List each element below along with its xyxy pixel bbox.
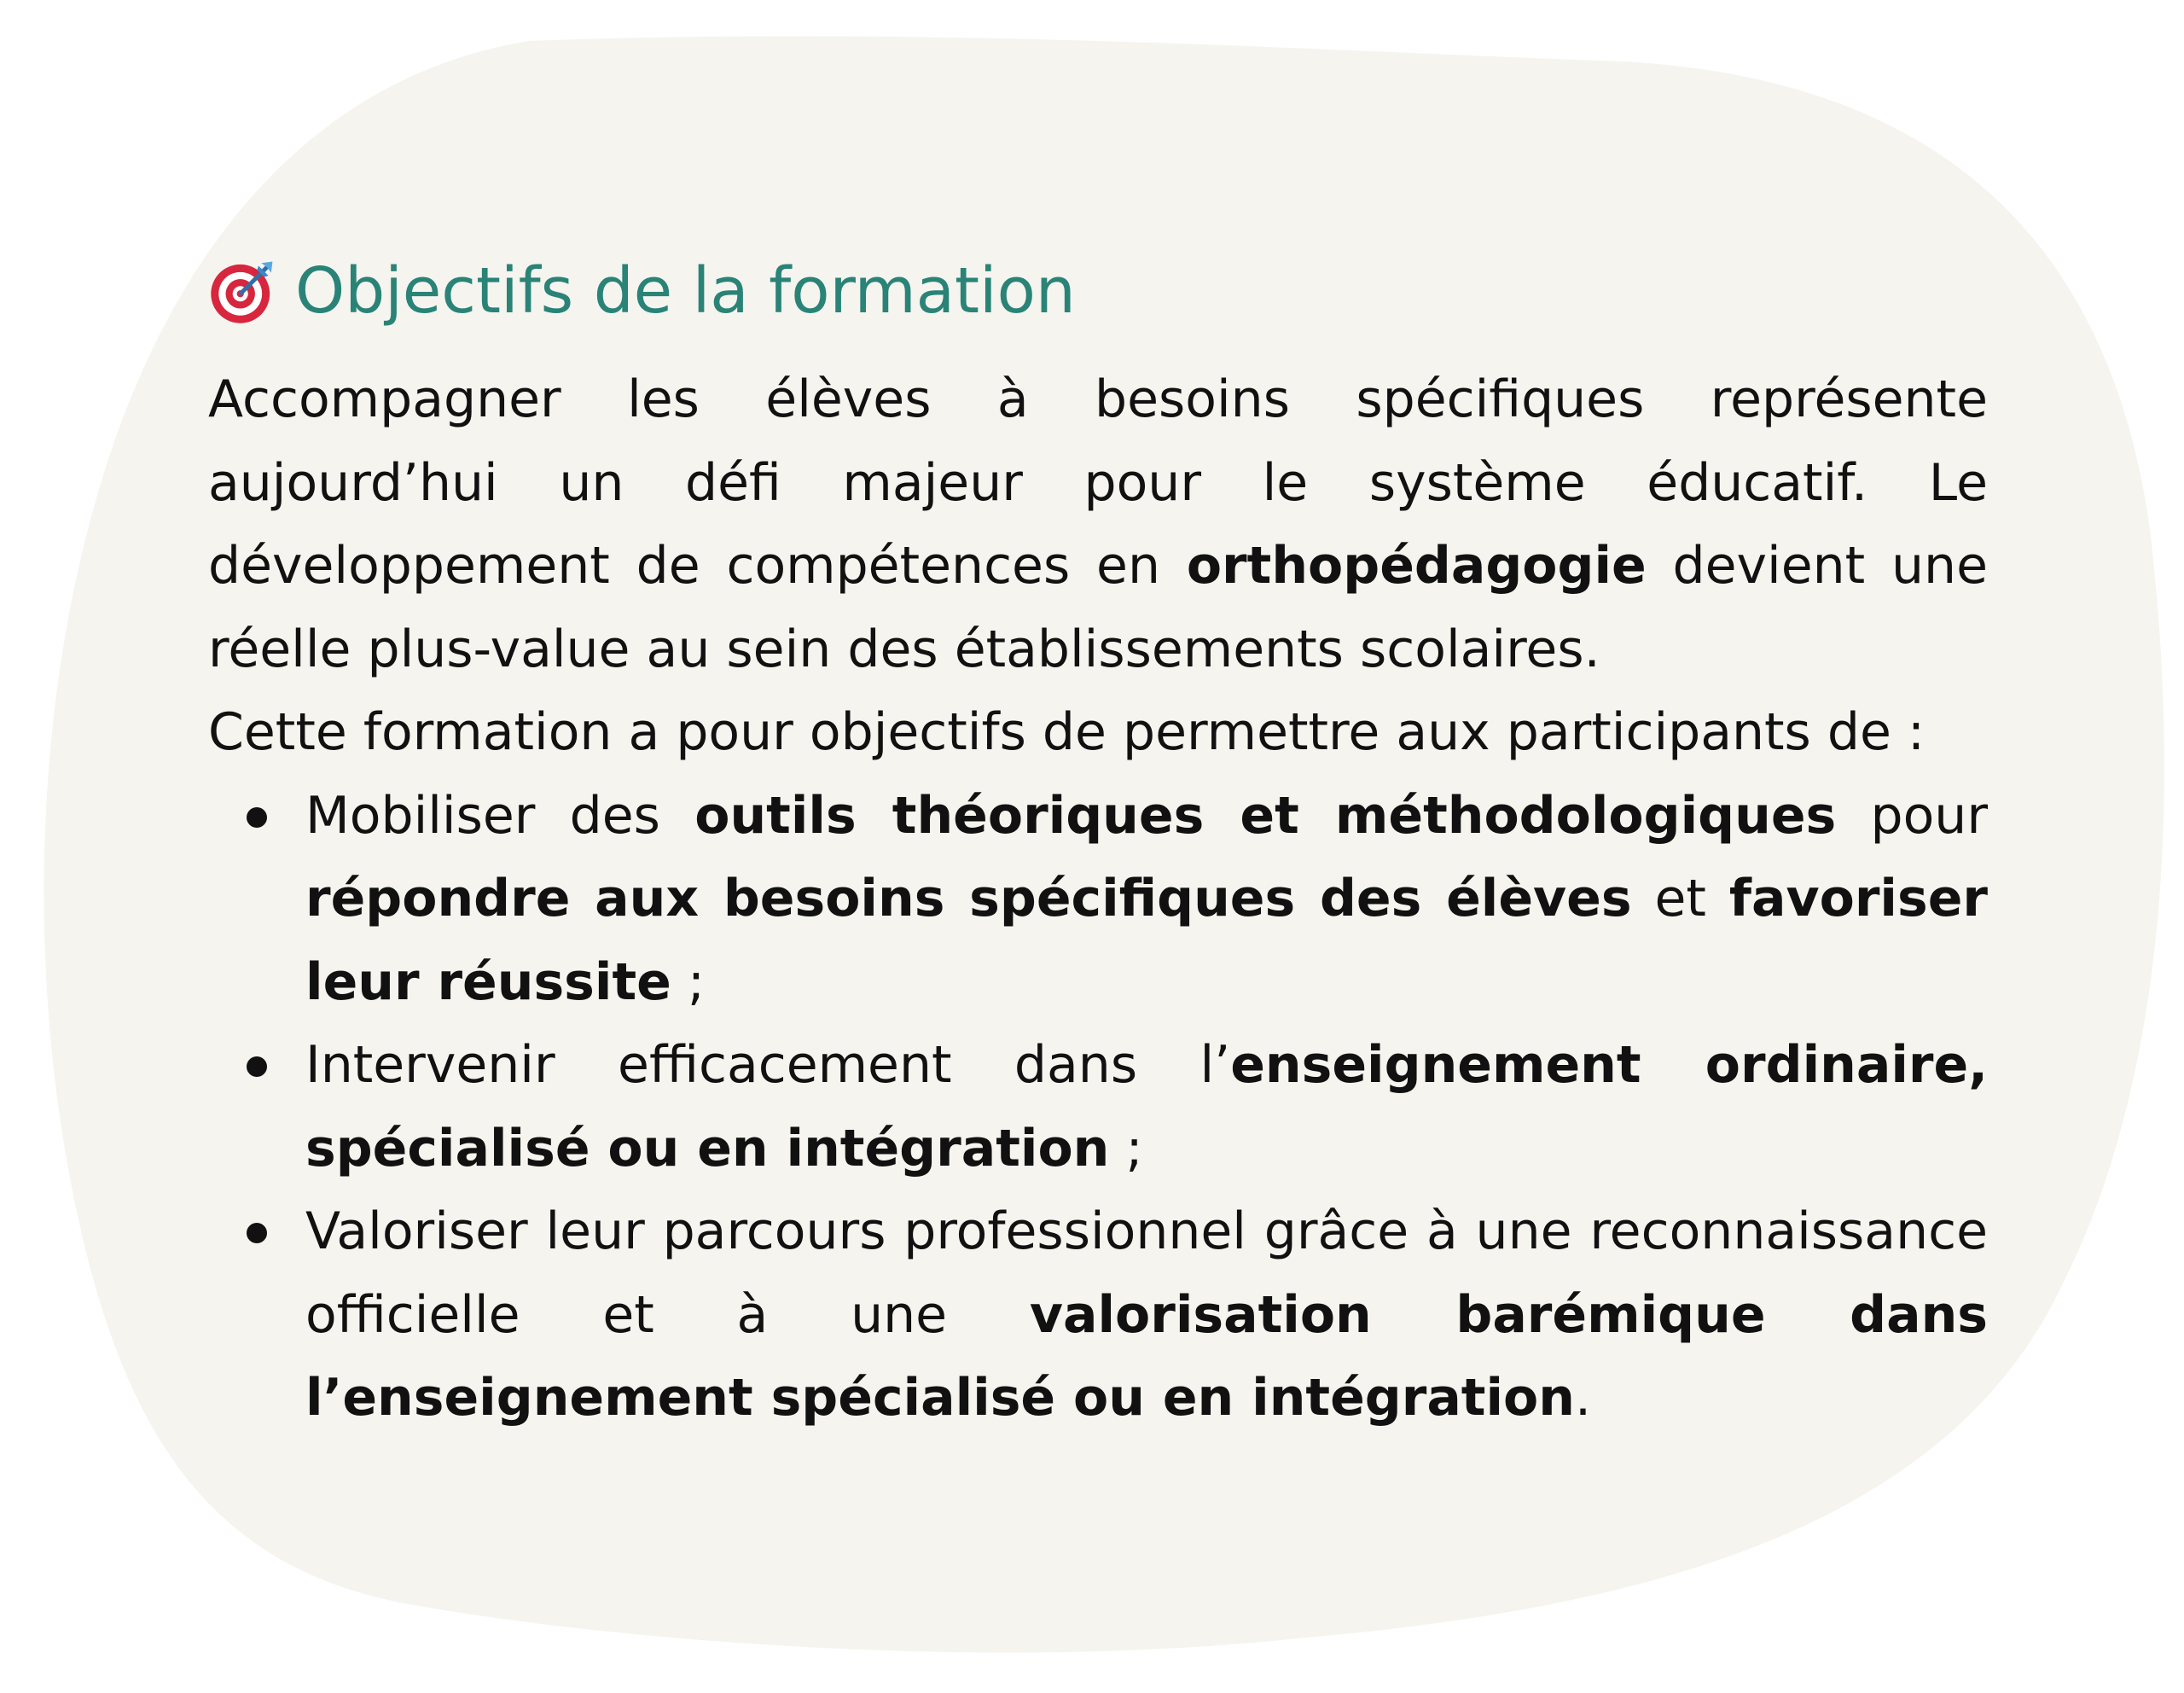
- text-segment: pour: [1836, 785, 1988, 846]
- text-segment: Intervenir efficacement dans l’: [305, 1035, 1231, 1095]
- section-title: Objectifs de la formation: [295, 254, 1076, 328]
- text-segment: et: [1631, 869, 1729, 928]
- text-segment: .: [1575, 1368, 1592, 1428]
- list-item: [208, 1024, 1988, 1190]
- text-segment: Mobiliser des: [305, 785, 695, 846]
- list-item-text: [305, 775, 1988, 1025]
- list-item-text: [305, 1190, 1988, 1440]
- objectives-list: [208, 775, 1988, 1440]
- intro-bold-orthopedagogie: orthopédagogie: [1186, 536, 1647, 596]
- text-segment: ;: [671, 951, 706, 1012]
- text-segment: Valoriser leur parcours professionnel grâce à une reconnaissance officielle et à une: [305, 1201, 1988, 1345]
- section-heading: [208, 244, 1988, 338]
- bold-segment: enseignement ordinaire, spécialisé ou en intégration: [305, 1035, 1988, 1178]
- bold-segment: répondre aux besoins spécifiques des élèves: [305, 869, 1632, 928]
- list-item: [208, 775, 1988, 1025]
- bullet-icon: [247, 1056, 267, 1077]
- objectives-section: [208, 244, 1988, 1440]
- list-item-text: [305, 1024, 1988, 1190]
- list-item: [208, 1190, 1988, 1440]
- bullet-icon: [247, 807, 267, 828]
- bold-segment: favoriser leur réussite: [305, 869, 1988, 1012]
- target-icon: [208, 256, 278, 326]
- bullet-icon: [247, 1223, 267, 1243]
- text-segment: ;: [1109, 1118, 1143, 1178]
- objectives-lead: Cette formation a pour objectifs de permettre aux participants de :: [208, 702, 1926, 762]
- intro-paragraph: [208, 358, 1988, 691]
- bold-segment: valorisation barémique dans l’enseignement spécialisé ou en intégration: [305, 1284, 1988, 1428]
- intro-text-1: Accompagner les élèves à besoins spécifiques représente aujourd’hui un défi majeur pour le système éducatif. Le développement de compétences en: [208, 369, 1988, 596]
- bold-segment: outils théoriques et méthodologiques: [694, 785, 1837, 846]
- intro-text-2: devient une réelle plus-value au sein des établissements scolaires.: [208, 536, 1988, 679]
